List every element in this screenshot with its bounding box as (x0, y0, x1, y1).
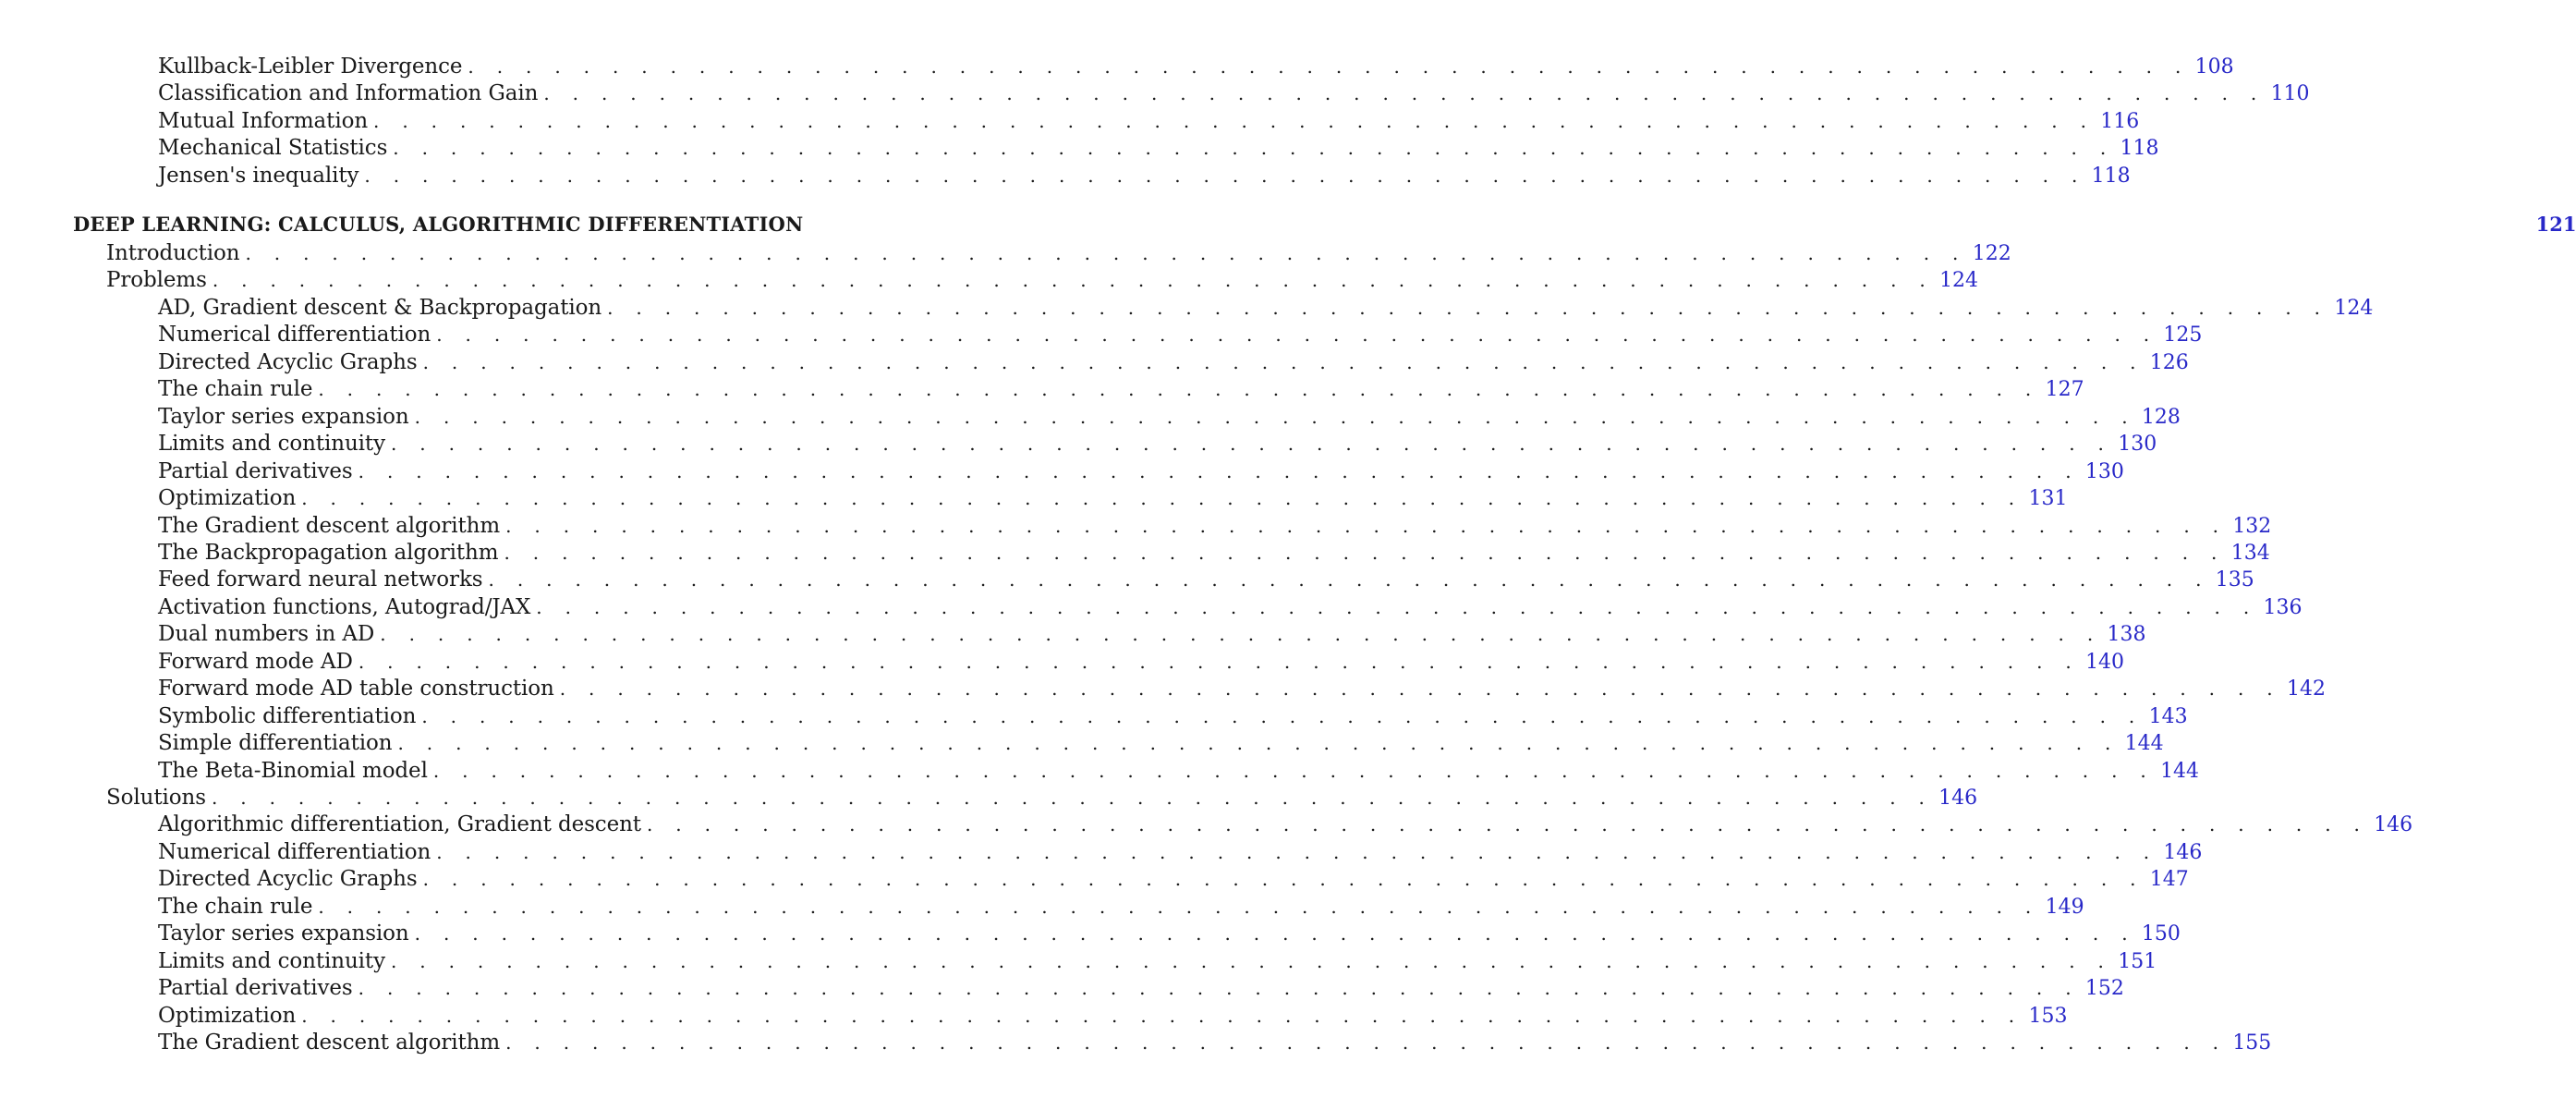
page-number-link[interactable]: 146 (2374, 813, 2413, 836)
dot-leader: . . . . . . . . . . . . . . . . . . . . . . . . . . . . . . . . . . . . . . . . . . . . . . . . . . . . . . . . . . . . (468, 55, 2190, 78)
toc-entry-title[interactable]: Kullback-Leibler Divergence (158, 55, 463, 79)
toc-entry-title[interactable]: Partial derivatives (158, 459, 353, 483)
dot-leader: . . . . . . . . . . . . . . . . . . . . . . . . . . . . . . . . . . . . . . . . . . . . . . . . . . . . . . . . . . . . (364, 165, 2086, 187)
toc-entry-title[interactable]: Limits and continuity (158, 432, 385, 456)
toc-entry[interactable] (0, 458, 2124, 485)
dot-leader: . . . . . . . . . . . . . . . . . . . . . . . . . . . . . . . . . . . . . . . . . . . . . . . . . . . . . . . . . . . . (422, 351, 2145, 373)
toc-entry-title[interactable]: The Beta-Binomial model (158, 759, 428, 783)
toc-entry-title[interactable]: Symbolic differentiation (158, 704, 417, 728)
page-number-link[interactable]: 108 (2194, 55, 2234, 79)
toc-entry[interactable] (0, 134, 2159, 162)
dot-leader: . . . . . . . . . . . . . . . . . . . . . . . . . . . . . . . . . . . . . . . . . . . . . . . . . . . . . . . . . . . . (245, 242, 1967, 264)
page-number-link[interactable]: 140 (2085, 651, 2125, 674)
toc-entry-title[interactable]: Classification and Information Gain (158, 81, 539, 105)
toc-entry-title[interactable]: Forward mode AD table construction (158, 677, 554, 701)
page-number-link[interactable]: 152 (2084, 977, 2124, 1000)
toc-entry-title[interactable]: Taylor series expansion (158, 921, 409, 946)
toc-entry[interactable] (0, 566, 2254, 593)
page-number-link[interactable]: 155 (2232, 1031, 2272, 1055)
toc-entry[interactable] (0, 593, 2303, 621)
page-number-link[interactable]: 135 (2215, 568, 2254, 592)
page-number-link[interactable]: 131 (2028, 487, 2068, 510)
dot-leader: . . . . . . . . . . . . . . . . . . . . . . . . . . . . . . . . . . . . . . . . . . . . . . . . . . . . . . . . . . . . (380, 623, 2102, 645)
page-number-link[interactable]: 118 (2091, 165, 2131, 188)
dot-leader: . . . . . . . . . . . . . . . . . . . . . . . . . . . . . . . . . . . . . . . . . . . . . . . . . . . . . . . . . . . . (436, 841, 2158, 863)
toc-entry-title[interactable]: Solutions (106, 786, 206, 810)
toc-entry[interactable] (0, 729, 2164, 757)
toc-entry[interactable] (0, 702, 2188, 730)
dot-leader: . . . . . . . . . . . . . . . . . . . . . . . . . . . . . . . . . . . . . . . . . . . . . . . . . . . . . . . . . . . . (421, 705, 2144, 727)
page-number-link[interactable]: 124 (1939, 269, 1979, 292)
toc-entry[interactable] (0, 107, 2140, 135)
toc-entry-title[interactable]: Partial derivatives (158, 976, 353, 1000)
page-number-link[interactable]: 147 (2149, 868, 2189, 891)
toc-entry[interactable] (0, 321, 2203, 348)
dot-leader: . . . . . . . . . . . . . . . . . . . . . . . . . . . . . . . . . . . . . . . . . . . . . . . . . . . . . . . . . . . . (536, 596, 2258, 618)
page-number-link[interactable]: 138 (2107, 623, 2146, 646)
dot-leader: . . . . . . . . . . . . . . . . . . . . . . . . . . . . . . . . . . . . . . . . . . . . . . . . . . . . . . . . . . . . (436, 323, 2158, 346)
page-number-link[interactable]: 118 (2120, 137, 2159, 160)
dot-leader: . . . . . . . . . . . . . . . . . . . . . . . . . . . . . . . . . . . . . . . . . . . . . . . . . . . . . . . . . . . . (505, 515, 2228, 537)
toc-entry-title[interactable]: The Gradient descent algorithm (158, 1031, 501, 1055)
dot-leader: . . . . . . . . . . . . . . . . . . . . . . . . . . . . . . . . . . . . . . . . . . . . . . . . . . . . . . . . . . . . (301, 1005, 2023, 1027)
chapter-heading[interactable] (0, 211, 2576, 238)
dot-leader: . . . . . . . . . . . . . . . . . . . . . . . . . . . . . . . . . . . . . . . . . . . . . . . . . . . . . . . . . . . . (414, 922, 2136, 945)
page-number-link[interactable]: 125 (2163, 323, 2203, 347)
toc-entry-title[interactable]: Problems (106, 268, 207, 292)
toc-entry-title[interactable]: Directed Acyclic Graphs (158, 350, 418, 374)
toc-entry[interactable] (0, 403, 2181, 431)
page-number-link[interactable]: 153 (2028, 1005, 2068, 1028)
dot-leader: . . . . . . . . . . . . . . . . . . . . . . . . . . . . . . . . . . . . . . . . . . . . . . . . . . . . . . . . . . . . (543, 82, 2266, 104)
dot-leader: . . . . . . . . . . . . . . . . . . . . . . . . . . . . . . . . . . . . . . . . . . . . . . . . . . . . . . . . . . . . (607, 297, 2329, 319)
dot-leader: . . . . . . . . . . . . . . . . . . . . . . . . . . . . . . . . . . . . . . . . . . . . . . . . . . . . . . . . . . . . (212, 269, 1935, 291)
dot-leader: . . . . . . . . . . . . . . . . . . . . . . . . . . . . . . . . . . . . . . . . . . . . . . . . . . . . . . . . . . . . (422, 868, 2145, 890)
dot-leader: . . . . . . . . . . . . . . . . . . . . . . . . . . . . . . . . . . . . . . . . . . . . . . . . . . . . . . . . . . . . (646, 813, 2369, 836)
toc-entry-title[interactable]: AD, Gradient descent & Backpropagation (158, 296, 602, 320)
toc-entry[interactable] (0, 811, 2413, 838)
toc-entry[interactable] (0, 893, 2084, 921)
toc-entry[interactable] (0, 1002, 2068, 1030)
page-number-link[interactable]: 124 (2334, 297, 2374, 320)
chapter-page-link[interactable]: 121 (2535, 213, 2576, 236)
page-number-link[interactable]: 116 (2100, 110, 2140, 133)
toc-entry[interactable] (0, 484, 2068, 512)
toc-entry[interactable] (0, 675, 2326, 702)
toc-entry[interactable] (0, 375, 2084, 403)
toc-entry[interactable] (0, 620, 2146, 648)
page-number-link[interactable]: 143 (2148, 705, 2188, 728)
dot-leader: . . . . . . . . . . . . . . . . . . . . . . . . . . . . . . . . . . . . . . . . . . . . . . . . . . . . . . . . . . . . (318, 378, 2040, 400)
dot-leader: . . . . . . . . . . . . . . . . . . . . . . . . . . . . . . . . . . . . . . . . . . . . . . . . . . . . . . . . . . . . (393, 137, 2115, 159)
dot-leader: . . . . . . . . . . . . . . . . . . . . . . . . . . . . . . . . . . . . . . . . . . . . . . . . . . . . . . . . . . . . (432, 760, 2156, 782)
dot-leader: . . . . . . . . . . . . . . . . . . . . . . . . . . . . . . . . . . . . . . . . . . . . . . . . . . . . . . . . . . . . (211, 787, 1934, 809)
toc-entry[interactable] (0, 79, 2310, 107)
dot-leader: . . . . . . . . . . . . . . . . . . . . . . . . . . . . . . . . . . . . . . . . . . . . . . . . . . . . . . . . . . . . (301, 487, 2023, 509)
toc-entry-title[interactable]: Optimization (158, 486, 297, 510)
dot-leader: . . . . . . . . . . . . . . . . . . . . . . . . . . . . . . . . . . . . . . . . . . . . . . . . . . . . . . . . . . . . (390, 950, 2113, 972)
dot-leader: . . . . . . . . . . . . . . . . . . . . . . . . . . . . . . . . . . . . . . . . . . . . . . . . . . . . . . . . . . . . (504, 542, 2226, 564)
toc-entry-title[interactable]: Limits and continuity (158, 949, 385, 973)
toc-entry-title[interactable]: The Backpropagation algorithm (158, 541, 499, 565)
page-number-link[interactable]: 146 (1938, 787, 1978, 810)
toc-entry-title[interactable]: Dual numbers in AD (158, 622, 375, 646)
toc-entry[interactable] (0, 865, 2189, 893)
toc-entry-title[interactable]: Activation functions, Autograd/JAX (158, 595, 531, 619)
toc-entry[interactable] (0, 294, 2374, 322)
toc-entry[interactable] (0, 53, 2234, 80)
toc-entry[interactable] (0, 757, 2200, 785)
toc-entry[interactable] (0, 974, 2124, 1002)
toc-entry[interactable] (0, 539, 2270, 567)
page-number-link[interactable]: 134 (2230, 542, 2270, 565)
toc-entry[interactable] (0, 348, 2189, 376)
dot-leader: . . . . . . . . . . . . . . . . . . . . . . . . . . . . . . . . . . . . . . . . . . . . . . . . . . . . . . . . . . . . (390, 433, 2113, 455)
page-number-link[interactable]: 136 (2263, 596, 2303, 619)
toc-entry-title[interactable]: Numerical differentiation (158, 840, 431, 864)
page-number-link[interactable]: 130 (2118, 433, 2157, 456)
toc-entry-title[interactable]: Introduction (106, 241, 240, 265)
toc-entry-title[interactable]: Forward mode AD (158, 650, 353, 674)
dot-leader: . . . . . . . . . . . . . . . . . . . . . . . . . . . . . . . . . . . . . . . . . . . . . . . . . . . . . . . . . . . . (397, 732, 2120, 754)
page-number-link[interactable]: 151 (2118, 950, 2157, 973)
toc-entry[interactable] (0, 430, 2157, 458)
page-number-link[interactable]: 142 (2286, 677, 2326, 701)
page-number-link[interactable]: 144 (2160, 760, 2200, 783)
toc-entry-title[interactable]: Numerical differentiation (158, 323, 431, 347)
toc-entry[interactable] (0, 784, 1978, 811)
toc-entry[interactable] (0, 512, 2272, 540)
dot-leader: . . . . . . . . . . . . . . . . . . . . . . . . . . . . . . . . . . . . . . . . . . . . . . . . . . . . . . . . . . . . (559, 677, 2281, 700)
page-number-link[interactable]: 128 (2141, 406, 2181, 429)
toc-entry[interactable] (0, 266, 1979, 294)
page-number-link[interactable]: 130 (2084, 460, 2124, 483)
toc-entry-title[interactable]: Simple differentiation (158, 731, 393, 755)
dot-leader: . . . . . . . . . . . . . . . . . . . . . . . . . . . . . . . . . . . . . . . . . . . . . . . . . . . . . . . . . . . . (505, 1031, 2228, 1054)
page-number-link[interactable]: 150 (2141, 922, 2181, 946)
toc-entry-title[interactable]: The Gradient descent algorithm (158, 514, 501, 538)
page-number-link[interactable]: 126 (2149, 351, 2189, 374)
toc-entry-title[interactable]: Mechanical Statistics (158, 136, 388, 160)
toc-entry[interactable] (0, 947, 2157, 975)
dot-leader: . . . . . . . . . . . . . . . . . . . . . . . . . . . . . . . . . . . . . . . . . . . . . . . . . . . . . . . . . . . . (414, 406, 2136, 428)
toc-entry-title[interactable]: Mutual Information (158, 109, 369, 133)
toc-entry-title[interactable]: The chain rule (158, 377, 313, 401)
toc-entry-title[interactable]: Taylor series expansion (158, 405, 409, 429)
dot-leader: . . . . . . . . . . . . . . . . . . . . . . . . . . . . . . . . . . . . . . . . . . . . . . . . . . . . . . . . . . . . (358, 977, 2080, 999)
toc-entry[interactable] (0, 838, 2203, 866)
toc-entry-title[interactable]: Feed forward neural networks (158, 567, 483, 592)
page-number-link[interactable]: 122 (1972, 242, 2011, 265)
dot-leader: . . . . . . . . . . . . . . . . . . . . . . . . . . . . . . . . . . . . . . . . . . . . . . . . . . . . . . . . . . . . (358, 460, 2080, 482)
dot-leader: . . . . . . . . . . . . . . . . . . . . . . . . . . . . . . . . . . . . . . . . . . . . . . . . . . . . . . . . . . . . (318, 896, 2040, 918)
page-number-link[interactable]: 132 (2232, 515, 2272, 538)
dot-leader: . . . . . . . . . . . . . . . . . . . . . . . . . . . . . . . . . . . . . . . . . . . . . . . . . . . . . . . . . . . . (488, 568, 2210, 591)
toc-entry-title[interactable]: Directed Acyclic Graphs (158, 867, 418, 891)
toc-entry-title[interactable]: Optimization (158, 1004, 297, 1028)
page-number-link[interactable]: 144 (2124, 732, 2164, 755)
toc-entry[interactable] (0, 239, 2011, 267)
toc-entry[interactable] (0, 648, 2125, 676)
toc-entry[interactable] (0, 920, 2181, 947)
page-number-link[interactable]: 127 (2045, 378, 2084, 401)
toc-entry-title[interactable]: Algorithmic differentiation, Gradient descent (158, 812, 641, 836)
dot-leader: . . . . . . . . . . . . . . . . . . . . . . . . . . . . . . . . . . . . . . . . . . . . . . . . . . . . . . . . . . . . (373, 110, 2096, 132)
page-number-link[interactable]: 149 (2045, 896, 2084, 919)
toc-entry-title[interactable]: The chain rule (158, 895, 313, 919)
chapter-title[interactable]: DEEP LEARNING: CALCULUS, ALGORITHMIC DIFFERENTIATION (73, 213, 804, 236)
dot-leader: . . . . . . . . . . . . . . . . . . . . . . . . . . . . . . . . . . . . . . . . . . . . . . . . . . . . . . . . . . . . (358, 651, 2081, 673)
toc-entry-title[interactable]: Jensen's inequality (158, 164, 359, 188)
toc-entry[interactable] (0, 1029, 2272, 1056)
toc-entry[interactable] (0, 162, 2131, 189)
page-number-link[interactable]: 110 (2270, 82, 2310, 105)
page-number-link[interactable]: 146 (2163, 841, 2203, 864)
